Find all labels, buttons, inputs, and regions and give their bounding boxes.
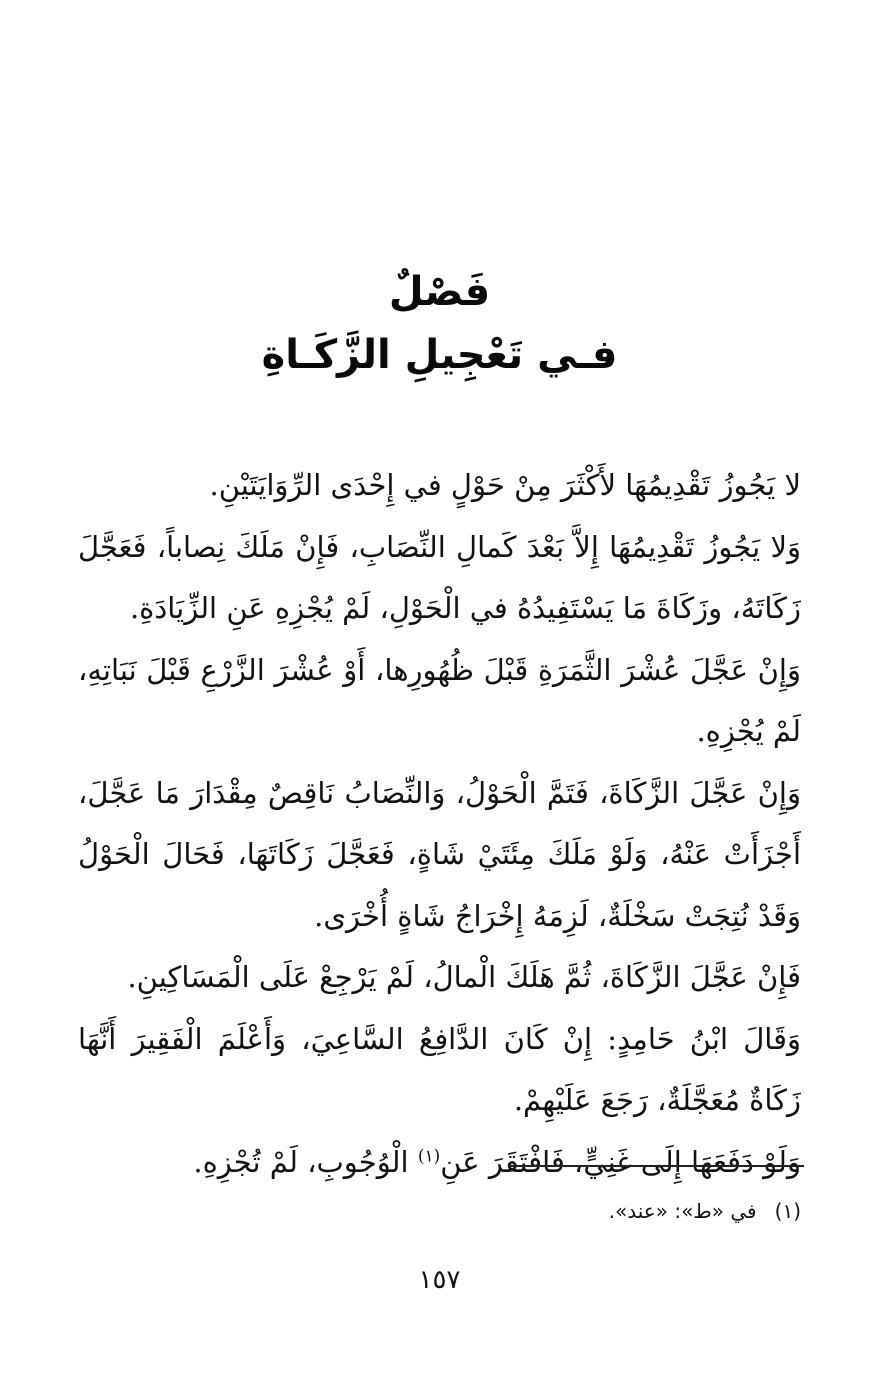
footnote-reference: (١) <box>417 1145 441 1166</box>
paragraph-3: وَإِنْ عَجَّلَ عُشْرَ الثَّمَرَةِ قَبْلَ ظُهُورِها، أَوْ عُشْرَ الزَّرْعِ قَبْلَ نَبَاتِهِ، لَمْ يُجْزِهِ. <box>78 652 801 748</box>
footnote <box>609 1195 801 1227</box>
footnote-text: في «ط»: «عند». <box>608 1199 757 1223</box>
paragraph-6: وَقَالَ ابْنُ حَامِدٍ: إِنْ كَانَ الدَّافِعُ السَّاعِيَ، وَأَعْلَمَ الْفَقِيرَ أَنَّهَا زَكَاةٌ مُعَجَّلَةٌ، رَجَعَ عَلَيْهِمْ. <box>78 1021 801 1117</box>
paragraph-7 <box>78 1132 801 1194</box>
section-heading: فَصْلٌ <box>388 269 491 315</box>
paragraph-2: وَلا يَجُوزُ تَقْدِيمُهَا إِلاَّ بَعْدَ كَمالِ النِّصَابِ، فَإِنْ مَلَكَ نِصاباً، فَعَجَّلَ زَكَاتَهُ، وزَكَاةَ مَا يَسْتَفِيدُهُ في الْحَوْلِ، لَمْ يُجْزِهِ عَنِ الزِّيَادَةِ. <box>78 529 801 625</box>
paragraph-7-end: الْوُجُوبِ، لَمْ تُجْزِهِ. <box>193 1144 418 1179</box>
section-subheading: فـي تَعْجِيلِ الزَّكَـاةِ <box>261 332 618 378</box>
footnote-separator <box>508 1165 804 1167</box>
footnote-number: (١) <box>774 1199 801 1223</box>
paragraph-5: فَإِنْ عَجَّلَ الزَّكَاةَ، ثُمَّ هَلَكَ الْمالُ، لَمْ يَرْجِعْ عَلَى الْمَسَاكِينِ. <box>127 960 801 994</box>
paragraph-4: وَإِنْ عَجَّلَ الزَّكَاةَ، فَتَمَّ الْحَوْلُ، وَالنِّصَابُ نَاقِصٌ مِقْدَارَ مَا عَجَّلَ، أَجْزَأَتْ عَنْهُ، وَلَوْ مَلَكَ مِئَتَيْ شَاةٍ، فَعَجَّلَ زَكَاتَهَا، فَحَالَ الْحَوْلُ وَقَدْ نُتِجَتْ سَخْلَةٌ، لَزِمَهُ إِخْرَاجُ شَاةٍ أُخْرَى. <box>78 775 801 933</box>
body-text <box>78 455 801 1193</box>
paragraph-1: لا يَجُوزُ تَقْدِيمُهَا لأَكْثَرَ مِنْ حَوْلٍ في إِحْدَى الرِّوَايَتَيْنِ. <box>209 468 801 502</box>
paragraph-7-start: وَلَوْ دَفَعَهَا إِلَى غَنِيٍّ، فَافْتَقَرَ عَنِ <box>440 1144 801 1179</box>
page-number: ١٥٧ <box>418 1265 461 1295</box>
